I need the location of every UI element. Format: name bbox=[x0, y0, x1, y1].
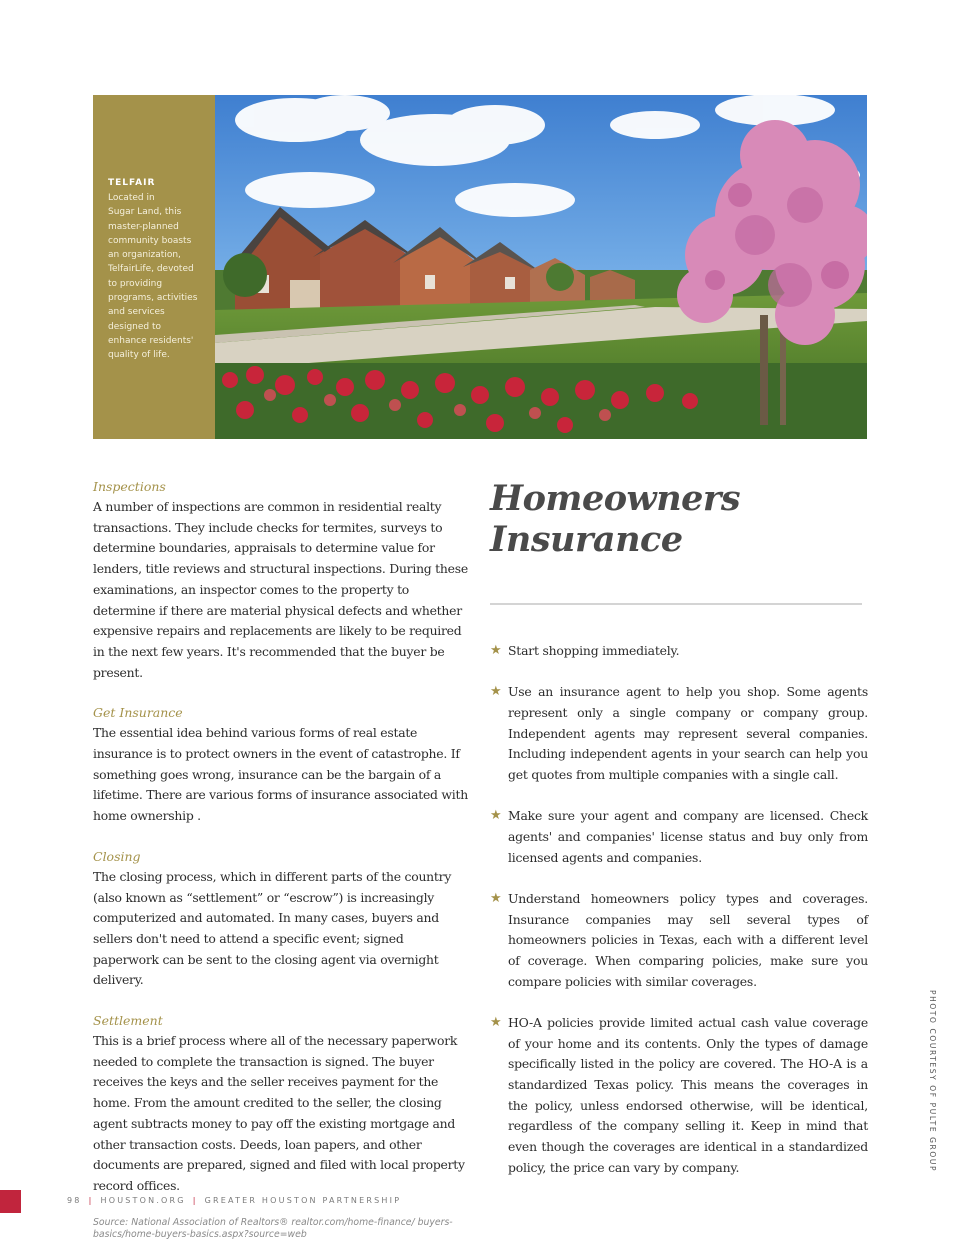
list-item bbox=[490, 1013, 868, 1179]
list-item bbox=[490, 641, 868, 662]
section-body: A number of inspections are common in residential realty transactions. They include checks for termites, surveys to determine boundaries, appraisals to determine value for lenders, title reviews and structural inspections. During these examinations, an inspector comes to the property to determine if there are material physical defects and whether expensive repairs and replacements are likely to be required in the next few years. It's recommended that the buyer be present. bbox=[93, 499, 468, 680]
star-icon: ★ bbox=[490, 643, 502, 658]
left-column bbox=[93, 477, 468, 1242]
neighborhood-photo bbox=[215, 95, 867, 439]
list-item bbox=[490, 806, 868, 868]
title-line: Homeowners bbox=[490, 478, 741, 519]
caption-line: an organization, bbox=[108, 250, 181, 261]
photo-credit: PHOTO COURTESY OF PULTE GROUP bbox=[928, 990, 937, 1173]
footer-separator: | bbox=[192, 1196, 198, 1205]
list-item-text: Use an insurance agent to help you shop. Some agents represent only a single company or company group. Independent agents may represent several companies. Including independent agents in your search can help you get quotes from multiple companies with a single call. bbox=[508, 684, 868, 783]
caption-line: programs, activities bbox=[108, 293, 198, 304]
caption-title: TELFAIR bbox=[108, 178, 156, 188]
source-citation: Source: National Association of Realtors® realtor.com/home-finance/ buyers-basics/home-buyers-basics.aspx?source=web bbox=[93, 1216, 453, 1241]
footer-accent-bar bbox=[0, 1190, 21, 1213]
page-number: 98 bbox=[67, 1196, 82, 1205]
caption-line: enhance residents' bbox=[108, 335, 194, 346]
caption-line: community boasts bbox=[108, 235, 192, 246]
star-icon: ★ bbox=[490, 808, 502, 824]
caption-line: and services bbox=[108, 307, 165, 318]
list-item-text: HO-A policies provide limited actual cash value coverage of your home and its contents. Only the types of damage specifically listed in the policy are covered. The HO-A is a standardized Texas policy. This means the coverages in the policy, unless endorsed otherwise, will be identical, regardless of the company selling it. Keep in mind that even though the coverages are identical in a standardized policy, the price can vary by company. bbox=[508, 1014, 868, 1175]
caption-line: to providing bbox=[108, 278, 163, 289]
section-heading: Get Insurance bbox=[93, 705, 183, 721]
list-item bbox=[490, 889, 868, 993]
caption-text bbox=[108, 191, 205, 363]
title-divider bbox=[490, 603, 862, 605]
photo-caption bbox=[93, 95, 215, 439]
caption-line: Located in bbox=[108, 193, 155, 203]
list-item-text: Understand homeowners policy types and coverages. Insurance companies may sell several types of homeowners policies in Texas, each with a different level of coverage. When comparing policies, make sure you compare policies with similar coverages. bbox=[508, 890, 868, 989]
section-heading: Settlement bbox=[93, 1013, 163, 1029]
section-heading: Closing bbox=[93, 848, 141, 864]
list-item-text: Make sure your agent and company are licensed. Check agents' and companies' license status and buy only from licensed agents and companies. bbox=[508, 808, 868, 865]
article-title bbox=[490, 478, 870, 560]
tips-list bbox=[490, 641, 868, 1199]
caption-line: master-planned bbox=[108, 221, 179, 232]
page-footer bbox=[67, 1196, 401, 1205]
section-body: The essential idea behind various forms of real estate insurance is to protect owners in the event of catastrophe. If something goes wrong, insurance can be the bargain of a lifetime. There are various forms of insurance associated with home ownership . bbox=[93, 725, 468, 824]
caption-line: quality of life. bbox=[108, 350, 170, 361]
star-icon: ★ bbox=[490, 684, 502, 700]
star-icon: ★ bbox=[490, 890, 502, 906]
hero-band bbox=[93, 95, 867, 439]
section-settlement bbox=[93, 1011, 468, 1197]
footer-org: GREATER HOUSTON PARTNERSHIP bbox=[204, 1196, 402, 1205]
caption-line: designed to bbox=[108, 321, 162, 332]
caption-line: Sugar Land, this bbox=[108, 207, 182, 218]
section-body: This is a brief process where all of the necessary paperwork needed to complete the transaction is signed. The buyer receives the keys and the seller receives payment for the home. From the amount credited to the seller, the closing agent subtracts money to pay off the existing mortgage and other transaction costs. Deeds, loan papers, and other documents are prepared, signed and filed with local property record offices. bbox=[93, 1033, 465, 1193]
list-item-text: Start shopping immediately. bbox=[508, 643, 680, 658]
footer-site: HOUSTON.ORG bbox=[100, 1196, 186, 1205]
section-body: The closing process, which in different parts of the country (also known as “settlement” or “escrow”) is increasingly computerized and automated. In many cases, buyers and sellers don't need to attend a specific event; signed paperwork can be sent to the closing agent via overnight delivery. bbox=[93, 868, 452, 988]
section-inspections bbox=[93, 477, 468, 683]
star-icon: ★ bbox=[490, 1014, 502, 1030]
caption-line: TelfairLife, devoted bbox=[108, 264, 194, 275]
section-get-insurance bbox=[93, 703, 468, 827]
footer-separator: | bbox=[88, 1196, 94, 1205]
section-closing bbox=[93, 847, 468, 991]
title-line: Insurance bbox=[490, 519, 683, 560]
list-item bbox=[490, 682, 868, 786]
section-heading: Inspections bbox=[93, 479, 166, 494]
